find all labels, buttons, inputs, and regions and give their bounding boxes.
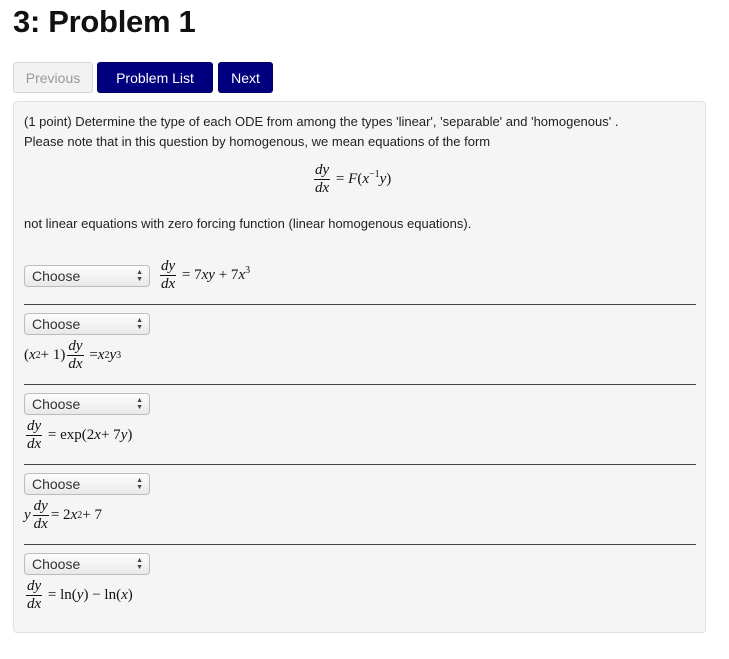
next-button[interactable]: Next — [218, 62, 273, 93]
problem-panel — [13, 101, 706, 633]
problem-list-button[interactable]: Problem List — [97, 62, 213, 93]
select-arrows-icon: ▲ ▼ — [136, 557, 143, 571]
equation-2: ( x 2 + 1) $\frac{dy}{dx}$ = x 2 y 3 — [24, 338, 122, 372]
question-5 — [24, 553, 150, 613]
problem-note: not linear equations with zero forcing function (linear homogenous equations). — [24, 216, 472, 231]
homogeneous-form-equation: $\frac{dy}{dx}$ = $F(x^{-1}y)$ — [315, 162, 392, 196]
type-select-1[interactable]: Choose ▲ ▼ — [24, 265, 150, 287]
question-divider — [24, 464, 696, 465]
type-select-4[interactable]: Choose ▲ ▼ — [24, 473, 150, 495]
equation-4: y $\frac{dy}{dx}$ = 2 x 2 + 7 — [24, 498, 102, 532]
page-title: 3: Problem 1 — [13, 4, 196, 39]
intro-line-2: Please note that in this question by homogenous, we mean equations of the form — [24, 134, 491, 149]
select-arrows-icon: ▲ ▼ — [136, 317, 143, 331]
question-divider — [24, 384, 696, 385]
type-select-5[interactable]: Choose ▲ ▼ — [24, 553, 150, 575]
equation-5: $\frac{dy}{dx}$ = ln( y ) − ln( x ) — [27, 578, 133, 612]
question-divider — [24, 304, 696, 305]
select-arrows-icon: ▲ ▼ — [136, 268, 143, 283]
intro-line-1: (1 point) Determine the type of each ODE from among the types 'linear', 'separable' and 'homogenous' . — [24, 114, 619, 129]
question-3 — [24, 393, 150, 453]
select-arrows-icon: ▲ ▼ — [136, 477, 143, 491]
question-2 — [24, 313, 150, 373]
type-select-3[interactable]: Choose ▲ ▼ — [24, 393, 150, 415]
question-1 — [24, 258, 250, 293]
equation-1: $\frac{dy}{dx}$ = $7xy + 7x^3$ — [161, 258, 251, 292]
previous-button[interactable]: Previous — [13, 62, 93, 93]
equation-3: $\frac{dy}{dx}$ = exp(2 x + 7 y ) — [27, 418, 133, 452]
select-arrows-icon: ▲ ▼ — [136, 397, 143, 411]
question-4 — [24, 473, 150, 533]
type-select-2[interactable]: Choose ▲ ▼ — [24, 313, 150, 335]
question-divider — [24, 544, 696, 545]
problem-intro — [24, 112, 694, 152]
